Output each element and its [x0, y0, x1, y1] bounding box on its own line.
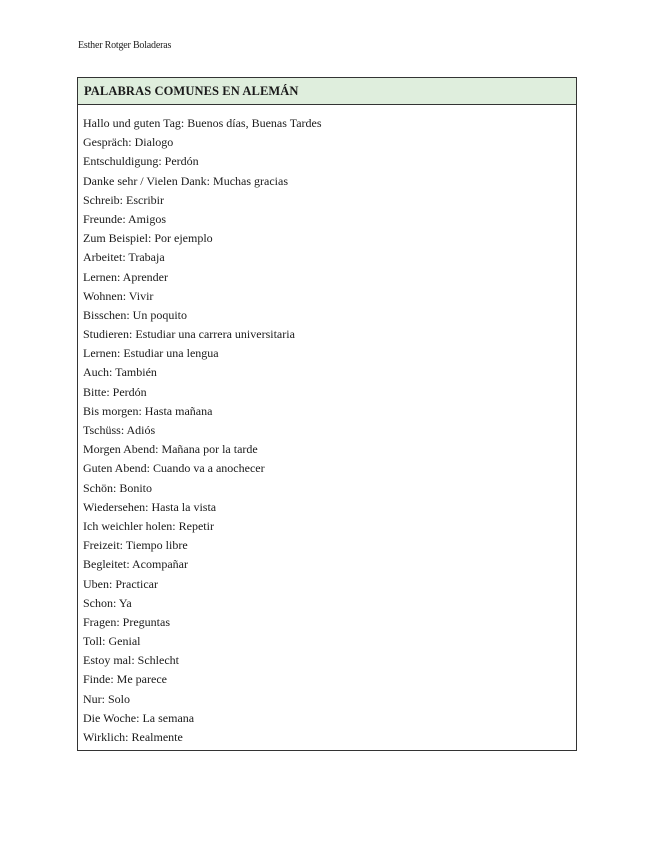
- vocabulary-entry: Finde: Me parece: [83, 672, 167, 687]
- vocabulary-entry: Auch: También: [83, 365, 157, 380]
- vocabulary-entry: Wiedersehen: Hasta la vista: [83, 499, 217, 514]
- vocabulary-entry: Hallo und guten Tag: Buenos días, Buenas Tardes: [83, 116, 322, 130]
- vocabulary-entry: Ich weichler holen: Repetir: [83, 518, 214, 533]
- vocabulary-entry: Danke sehr / Vielen Dank: Muchas gracias: [83, 173, 288, 188]
- vocabulary-entry: Nur: Solo: [83, 691, 131, 706]
- vocabulary-entry: Schon: Ya: [83, 595, 132, 610]
- vocabulary-entry: Tschüss: Adiós: [83, 423, 156, 437]
- vocabulary-entry: Guten Abend: Cuando va a anochecer: [83, 461, 265, 476]
- vocabulary-entry: Morgen Abend: Mañana por la tarde: [83, 442, 258, 457]
- vocabulary-entry: Lernen: Aprender: [83, 269, 168, 284]
- vocabulary-entry: Lernen: Estudiar una lengua: [83, 346, 219, 361]
- vocabulary-entry: Wohnen: Vivir: [83, 288, 154, 303]
- vocabulary-entry: Freunde: Amigos: [83, 211, 166, 226]
- vocabulary-entry: Gespräch: Dialogo: [83, 135, 174, 150]
- author-name: Esther Rotger Boladeras: [78, 40, 172, 51]
- vocabulary-entry: Begleitet: Acompañar: [83, 557, 188, 572]
- vocabulary-entry: Freizeit: Tiempo libre: [83, 538, 188, 553]
- vocabulary-entry: Toll: Genial: [83, 634, 141, 649]
- vocabulary-entry: Schön: Bonito: [83, 480, 153, 495]
- vocabulary-table: [77, 77, 577, 751]
- vocabulary-title: PALABRAS COMUNES EN ALEMÁN: [84, 83, 299, 98]
- vocabulary-entry: Estoy mal: Schlecht: [83, 653, 179, 668]
- vocabulary-entry: Fragen: Preguntas: [83, 614, 170, 629]
- vocabulary-entry: Entschuldigung: Perdón: [83, 154, 199, 169]
- vocabulary-entry: Bis morgen: Hasta mañana: [83, 403, 213, 418]
- vocabulary-entry: Arbeitet: Trabaja: [83, 250, 165, 265]
- vocabulary-entry: Uben: Practicar: [83, 576, 158, 591]
- vocabulary-entry: Schreib: Escribir: [83, 192, 164, 207]
- vocabulary-entry: Studieren: Estudiar una carrera universitaria: [83, 327, 295, 342]
- vocabulary-entry: Zum Beispiel: Por ejemplo: [83, 231, 213, 246]
- vocabulary-list: [78, 105, 576, 747]
- vocabulary-entry: Bitte: Perdón: [83, 384, 147, 399]
- vocabulary-table-header: [78, 78, 576, 105]
- vocabulary-entry: Die Woche: La semana: [83, 710, 195, 725]
- vocabulary-entry: Wirklich: Realmente: [83, 730, 183, 744]
- vocabulary-entry: Bisschen: Un poquito: [83, 307, 187, 322]
